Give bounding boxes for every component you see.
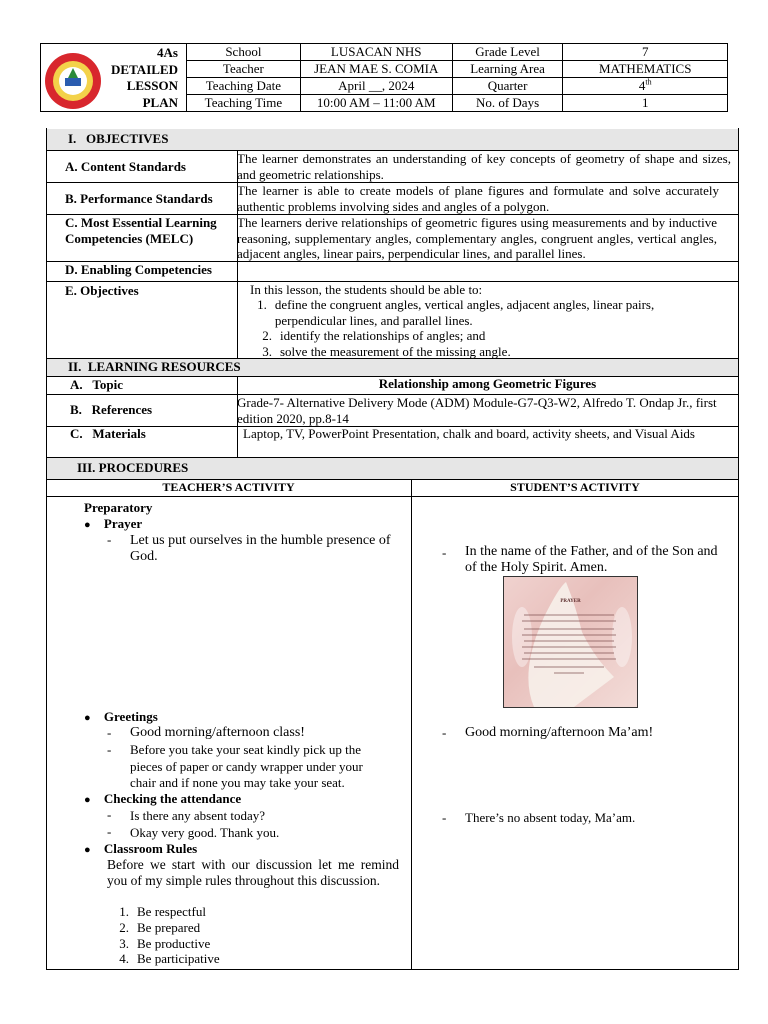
objectives-list <box>250 297 720 359</box>
greetings-item <box>84 709 158 725</box>
quarter-value <box>563 78 728 95</box>
procedures-heading: III. PROCEDURES <box>77 460 189 475</box>
learning-area-label: Learning Area <box>452 61 563 78</box>
objectives-heading: I. OBJECTIVES <box>68 131 169 146</box>
dash: - <box>107 532 112 547</box>
list-number: 1. <box>257 297 267 312</box>
prayer-line: Let us put ourselves in the humble presence of God. <box>130 533 391 564</box>
list-item <box>250 344 720 360</box>
objectives-intro: In this lesson, the students should be able to: <box>250 282 483 297</box>
quarter-label: Quarter <box>452 78 563 95</box>
list-item <box>250 328 720 344</box>
bullet: ● <box>84 844 91 856</box>
header-info-table <box>186 43 728 112</box>
objectives-label: E. Objectives <box>65 283 139 298</box>
prayer-card-title: PRAYER <box>560 599 581 604</box>
list-number: 1. <box>119 904 129 919</box>
melc-label-line: C. Most Essential Learning <box>65 215 217 230</box>
references-text: Grade-7- Alternative Delivery Mode (ADM) Module-G7-Q3-W2, Alfredo T. Ondap Jr., first edition 2020, pp.8-14 <box>237 395 717 426</box>
dash: - <box>107 725 112 740</box>
bullet: ● <box>84 712 91 724</box>
days-label: No. of Days <box>452 95 563 112</box>
dash: - <box>442 810 447 825</box>
list-item <box>107 920 220 936</box>
prayer-heading: Prayer <box>103 516 143 531</box>
rules-list <box>107 904 220 967</box>
right-edge <box>738 128 739 970</box>
materials-label: C. Materials <box>70 426 146 441</box>
list-number: 2. <box>262 328 272 343</box>
content-standards-label: A. Content Standards <box>65 159 186 174</box>
school-seal-logo <box>44 52 102 110</box>
school-label: School <box>187 44 301 61</box>
divider <box>46 496 739 497</box>
teacher-activity-header: TEACHER’S ACTIVITY <box>162 480 295 494</box>
references-label: B. References <box>70 402 153 417</box>
teacher-value: JEAN MAE S. COMIA <box>300 61 452 78</box>
greetings-heading: Greetings <box>103 709 158 724</box>
list-text: Be productive <box>137 935 211 951</box>
attendance-line-1: Is there any absent today? <box>130 808 266 823</box>
praying-hands-icon <box>504 577 637 707</box>
teaching-date-label: Teaching Date <box>187 78 301 95</box>
list-number: 3. <box>262 343 272 359</box>
teacher-label: Teacher <box>187 61 301 78</box>
list-number: 3. <box>119 935 129 951</box>
teaching-date-value: April __, 2024 <box>300 78 452 95</box>
attendance-item <box>84 791 241 807</box>
melc-text: The learners derive relationships of geometric figures using measurements and by inductive reasoning, supplementary angles, complementary angles, congruent angles, vertical angles, adjacent angles, linear pairs, perpendicular lines, and parallel lines. <box>237 215 717 261</box>
performance-standards-label: B. Performance Standards <box>65 191 213 206</box>
list-item <box>107 904 220 920</box>
melc-label-line: Competencies (MELC) <box>65 230 194 246</box>
greeting-line-1: Good morning/afternoon class! <box>130 725 305 740</box>
column-divider <box>411 479 412 970</box>
header-row <box>187 61 728 78</box>
bullet: ● <box>84 794 91 806</box>
title-line: 4As <box>157 45 178 60</box>
rules-item <box>84 841 197 857</box>
rules-heading: Classroom Rules <box>103 841 198 856</box>
bullet: ● <box>84 519 91 531</box>
lesson-plan-title <box>106 45 178 111</box>
student-greeting-response: Good morning/afternoon Ma’am! <box>465 725 654 740</box>
list-item <box>107 936 220 952</box>
topic-text: Relationship among Geometric Figures <box>378 376 597 391</box>
teaching-time-label: Teaching Time <box>187 95 301 112</box>
header-row <box>187 44 728 61</box>
learning-area-value: MATHEMATICS <box>563 61 728 78</box>
grade-level-value: 7 <box>563 44 728 61</box>
header-row <box>187 78 728 95</box>
prayer-card-image <box>503 576 638 708</box>
quarter-number: 4 <box>638 78 646 93</box>
title-line: PLAN <box>142 94 178 110</box>
topic-label: A. Topic <box>70 377 123 392</box>
grade-level-label: Grade Level <box>452 44 563 61</box>
column-divider <box>237 150 238 358</box>
enabling-competencies-label: D. Enabling Competencies <box>65 262 212 277</box>
performance-standards-text: The learner is able to create models of plane figures and formulate and solve accurately authentic problems involving sides and angles of a polygon. <box>237 183 719 214</box>
attendance-heading: Checking the attendance <box>103 791 242 806</box>
teaching-time-value: 10:00 AM – 11:00 AM <box>300 95 452 112</box>
list-item <box>107 951 220 967</box>
dash: - <box>107 824 112 839</box>
list-text: Be prepared <box>137 919 201 935</box>
greeting-line-2: Before you take your seat kindly pick up the pieces of paper or candy wrapper under your chair and if none you may take your seat. <box>130 742 363 790</box>
preparatory-heading: Preparatory <box>84 500 153 515</box>
days-value: 1 <box>563 95 728 112</box>
student-activity-header: STUDENT’S ACTIVITY <box>510 480 640 494</box>
dash: - <box>442 725 447 740</box>
quarter-suffix: th <box>645 77 652 87</box>
list-text: Be participative <box>137 951 220 967</box>
list-text: identify the relationships of angles; and <box>280 328 486 343</box>
dash: - <box>107 742 112 757</box>
column-divider <box>237 376 238 457</box>
list-text: solve the measurement of the missing angle. <box>280 343 511 359</box>
list-text: define the congruent angles, vertical angles, adjacent angles, linear pairs, perpendicular lines, and parallel lines. <box>274 297 655 328</box>
list-text: Be respectful <box>137 904 206 919</box>
dash: - <box>442 545 447 560</box>
content-standards-text: The learner demonstrates an understanding of key concepts of geometry of shape and sizes, and geometric relationships. <box>237 151 731 182</box>
list-number: 2. <box>119 919 129 935</box>
rules-intro: Before we start with our discussion let me remind you of my simple rules throughout this discussion. <box>107 857 399 888</box>
title-line: DETAILED <box>111 61 178 77</box>
title-line: LESSON <box>126 78 178 93</box>
dash: - <box>107 807 112 822</box>
list-item <box>250 297 720 328</box>
materials-text: Laptop, TV, PowerPoint Presentation, chalk and board, activity sheets, and Visual Aids <box>243 426 695 441</box>
melc-label <box>65 215 217 246</box>
school-value: LUSACAN NHS <box>300 44 452 61</box>
student-attendance-response: There’s no absent today, Ma’am. <box>465 810 636 825</box>
header-row <box>187 95 728 112</box>
student-prayer-response: In the name of the Father, and of the Son and of the Holy Spirit. Amen. <box>465 544 718 575</box>
resources-heading: II. LEARNING RESOURCES <box>68 359 241 374</box>
attendance-line-2: Okay very good. Thank you. <box>130 825 280 840</box>
list-number: 4. <box>119 951 129 967</box>
prayer-item <box>84 516 142 532</box>
